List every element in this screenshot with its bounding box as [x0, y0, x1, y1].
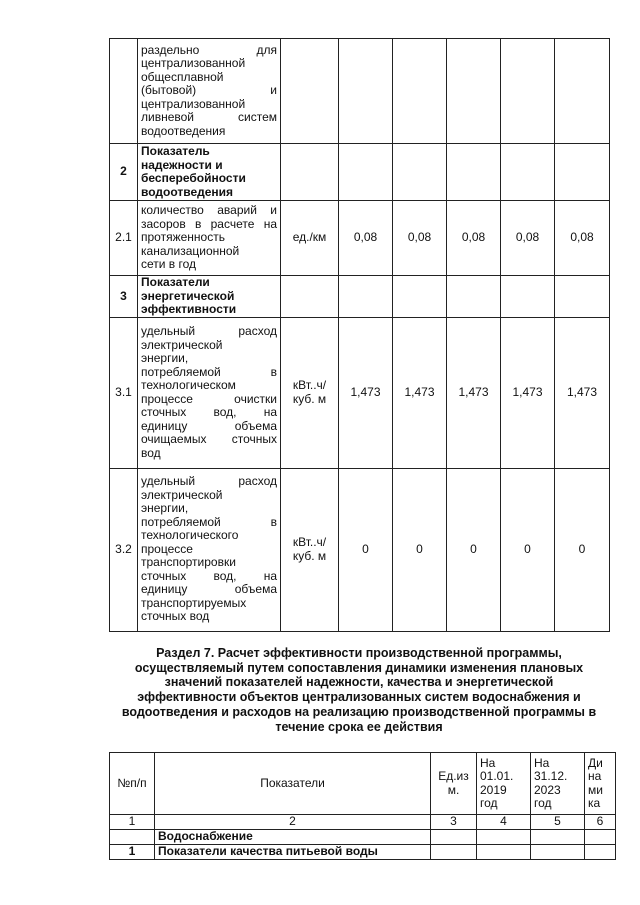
row-num: 2.1	[110, 201, 138, 276]
col-number: 5	[531, 815, 585, 830]
row-value: 0,08	[339, 201, 393, 276]
table-row	[110, 468, 610, 631]
col-number: 3	[431, 815, 477, 830]
col-number: 4	[477, 815, 531, 830]
row-value: 0	[501, 468, 555, 631]
column-numbers-row	[110, 815, 616, 830]
row-value	[339, 39, 393, 144]
row-value: 1,473	[447, 317, 501, 468]
indicators-table	[109, 38, 610, 632]
row-value	[555, 144, 610, 201]
row-num: 3.1	[110, 317, 138, 468]
row-unit: ед./км	[281, 201, 339, 276]
row-value: 0	[339, 468, 393, 631]
header-num: №п/п	[110, 753, 155, 815]
row-value	[339, 276, 393, 318]
row-num	[110, 829, 155, 844]
row-unit: кВт..ч/ куб. м	[281, 468, 339, 631]
row-description: Показатель надежности и бесперебойности водоотведения	[138, 144, 281, 201]
row-value: 1,473	[501, 317, 555, 468]
row-num: 3	[110, 276, 138, 318]
header-date-start: На 01.01. 2019 год	[477, 753, 531, 815]
row-value	[501, 144, 555, 201]
row-value	[447, 276, 501, 318]
heading-line: значений показателей надежности, качества и энергетической	[164, 675, 554, 690]
col-number: 6	[585, 815, 616, 830]
row-value: 0,08	[501, 201, 555, 276]
row-unit	[281, 39, 339, 144]
row-value	[339, 144, 393, 201]
table-row	[110, 201, 610, 276]
row-value	[501, 39, 555, 144]
section-row	[110, 144, 610, 201]
table-row	[110, 829, 616, 844]
row-description: Показатели энергетической эффективности	[138, 276, 281, 318]
section-7-heading	[108, 646, 610, 734]
table-row	[110, 317, 610, 468]
row-num: 2	[110, 144, 138, 201]
row-value	[393, 144, 447, 201]
row-value: 1,473	[555, 317, 610, 468]
row-value: 1,473	[393, 317, 447, 468]
table-header-row	[110, 753, 616, 815]
row-value	[447, 144, 501, 201]
heading-line: эффективности объектов централизованных систем водоснабжения и	[137, 690, 581, 705]
header-date-end: На 31.12. 2023 год	[531, 753, 585, 815]
heading-line: течение срока ее действия	[275, 719, 443, 734]
row-description: количество аварий и засоров в расчете на протяженность канализационной сети в год	[138, 201, 281, 276]
row-value: 0,08	[555, 201, 610, 276]
heading-line: Раздел 7. Расчет эффективности производственной программы,	[156, 646, 562, 660]
row-value	[393, 39, 447, 144]
row-num: 1	[110, 844, 155, 859]
row-description: раздельно для централизованной общесплавной (бытовой) и централизованной ливневой систем водоотведения	[138, 39, 281, 144]
heading-line: водоотведения и расходов на реализацию производственной программы в	[121, 704, 597, 719]
row-label: Водоснабжение	[155, 829, 431, 844]
row-value	[501, 276, 555, 318]
row-value: 1,473	[339, 317, 393, 468]
row-value: 0,08	[393, 201, 447, 276]
row-value	[447, 39, 501, 144]
heading-line: осуществляемый путем сопоставления динамики изменения плановых	[134, 660, 584, 675]
row-unit	[281, 276, 339, 318]
row-num: 3.2	[110, 468, 138, 631]
table-row	[110, 39, 610, 144]
col-number: 1	[110, 815, 155, 830]
row-value: 0	[555, 468, 610, 631]
row-description: удельный расход электрической энергии, потребляемой в технологического процессе транспортировки сточных вод, на единицу объема транспортируемых сточных вод	[138, 468, 281, 631]
row-value: 0	[447, 468, 501, 631]
header-indicators: Показатели	[155, 753, 431, 815]
row-label: Показатели качества питьевой воды	[155, 844, 431, 859]
header-unit: Ед.из м.	[431, 753, 477, 815]
table-row	[110, 844, 616, 859]
row-value: 0	[393, 468, 447, 631]
row-value	[555, 39, 610, 144]
row-value: 0,08	[447, 201, 501, 276]
row-unit: кВт..ч/ куб. м	[281, 317, 339, 468]
row-description: удельный расход электрической энергии, потребляемой в технологическом процессе очистки сточных вод, на единицу объема очищаемых сточных вод	[138, 317, 281, 468]
row-value	[393, 276, 447, 318]
efficiency-table	[109, 752, 616, 860]
col-number: 2	[155, 815, 431, 830]
section-row	[110, 276, 610, 318]
row-num	[110, 39, 138, 144]
row-unit	[281, 144, 339, 201]
header-dynamics: Ди на ми ка	[585, 753, 616, 815]
row-value	[555, 276, 610, 318]
